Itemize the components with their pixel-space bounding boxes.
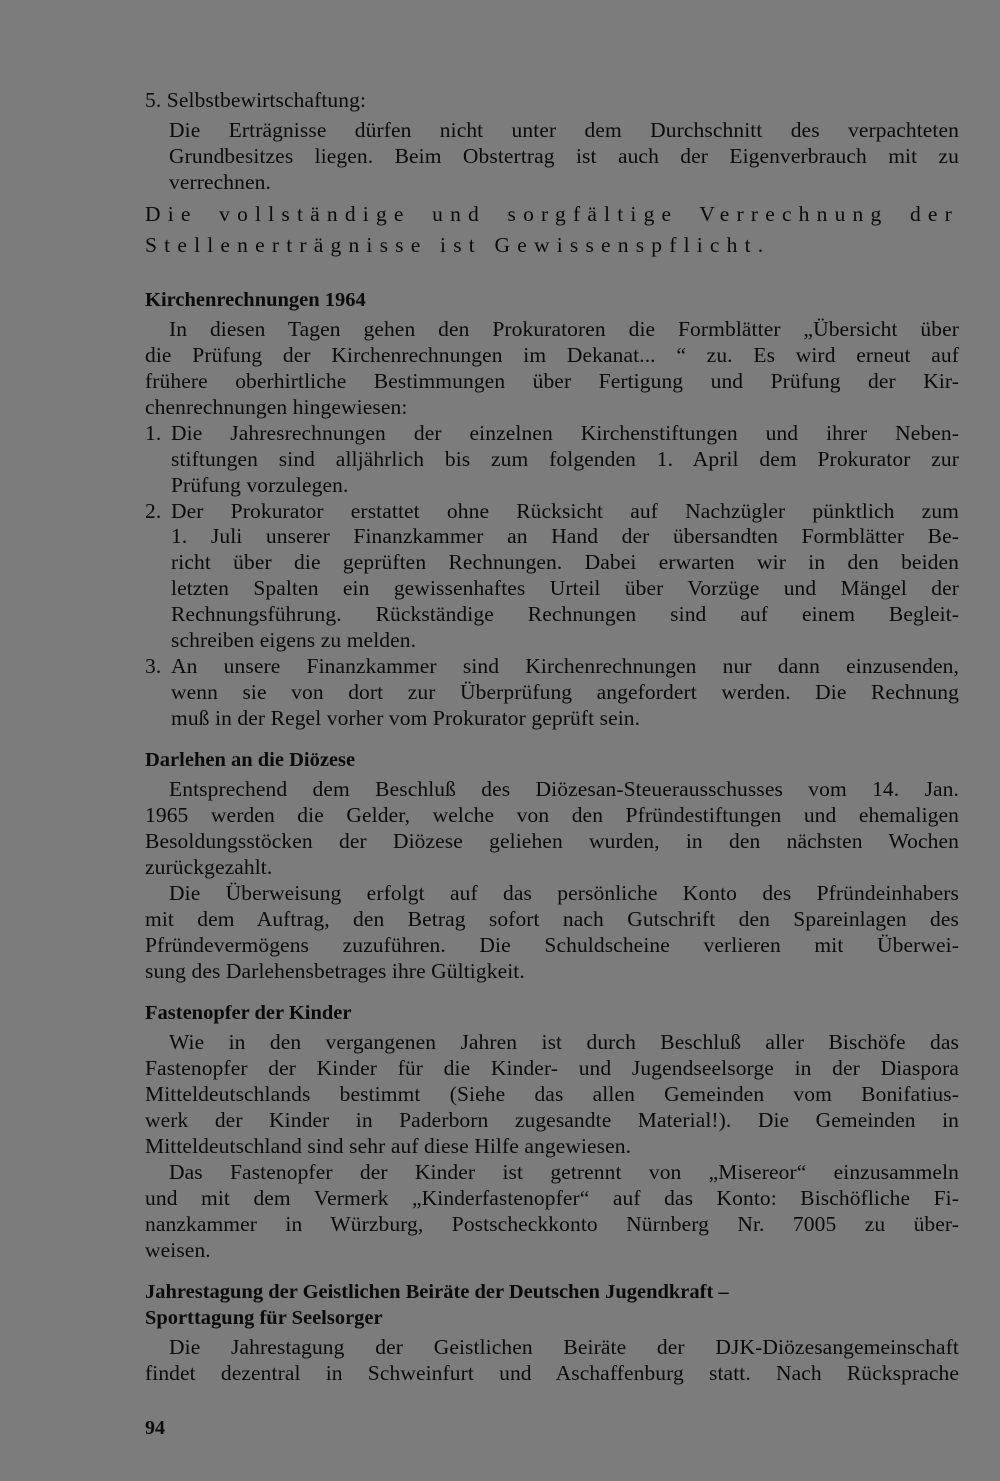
emphasis-line: Die vollständige und sorgfältige Verrechnung der: [145, 202, 959, 226]
section-heading: Sporttagung für Seelsorger: [145, 1307, 383, 1329]
list-item-line: Prüfung vorzulegen.: [171, 473, 349, 497]
page-number: 94: [145, 1417, 165, 1439]
text-line: Fastenopfer der Kinder für die Kinder- und Jugendseelsorge in der Diaspora: [145, 1056, 959, 1080]
list-item-line: Der Prokurator erstattet ohne Rücksicht auf Nachzügler pünktlich zum: [171, 499, 959, 523]
text-line: mit dem Auftrag, den Betrag sofort nach Gutschrift den Spareinlagen des: [145, 907, 959, 931]
text-line: 1965 werden die Gelder, welche von den Pfründestiftungen und ehemaligen: [145, 803, 959, 827]
text-line: findet dezentral in Schweinfurt und Aschaffenburg statt. Nach Rücksprache: [145, 1361, 959, 1385]
text-line: werk der Kinder in Paderborn zugesandte Material!). Die Gemeinden in: [145, 1108, 959, 1132]
text-line: Die Überweisung erfolgt auf das persönliche Konto des Pfründeinhabers: [169, 881, 959, 905]
text-line: Wie in den vergangenen Jahren ist durch Beschluß aller Bischöfe das: [169, 1030, 959, 1054]
text-line: Besoldungsstöcken der Diözese geliehen wurden, in den nächsten Wochen: [145, 829, 959, 853]
text-line: In diesen Tagen gehen den Prokuratoren die Formblätter „Übersicht über: [169, 317, 959, 341]
list-number: 1.: [145, 421, 162, 445]
section-heading: Fastenopfer der Kinder: [145, 1002, 352, 1024]
text-line: frühere oberhirtliche Bestimmungen über Fertigung und Prüfung der Kir-: [145, 369, 959, 393]
text-line: chenrechnungen hingewiesen:: [145, 395, 408, 419]
text-line: nanzkammer in Würzburg, Postscheckkonto Nürnberg Nr. 7005 zu über-: [145, 1212, 959, 1236]
list-item-line: letzten Spalten ein gewissenhaftes Urteil über Vorzüge und Mängel der: [171, 576, 959, 600]
text-line: Das Fastenopfer der Kinder ist getrennt von „Misereor“ einzusammeln: [169, 1160, 959, 1184]
text-line: Die Jahrestagung der Geistlichen Beiräte der DJK-Diözesangemeinschaft: [169, 1335, 959, 1359]
list-item-line: schreiben eigens zu melden.: [171, 628, 417, 652]
list-item-line: 1. Juli unserer Finanzkammer an Hand der übersandten Formblätter Be-: [171, 524, 959, 548]
list-item-line: muß in der Regel vorher vom Prokurator geprüft sein.: [171, 706, 641, 730]
list-number: 2.: [145, 499, 162, 523]
text-line: weisen.: [145, 1238, 211, 1262]
text-line: Die Erträgnisse dürfen nicht unter dem Durchschnitt des verpachteten: [169, 118, 959, 142]
section-heading: Darlehen an die Diözese: [145, 749, 356, 771]
list-item-line: Rechnungsführung. Rückständige Rechnungen sind auf einem Begleit-: [171, 602, 959, 626]
text-line: die Prüfung der Kirchenrechnungen im Dekanat... “ zu. Es wird erneut auf: [145, 343, 959, 367]
section-5-title: 5. Selbstbewirtschaftung:: [145, 88, 367, 112]
list-number: 3.: [145, 654, 162, 678]
text-line: Entsprechend dem Beschluß des Diözesan-Steuerausschusses vom 14. Jan.: [169, 777, 959, 801]
text-line: Grundbesitzes liegen. Beim Obstertrag ist auch der Eigenverbrauch mit zu: [169, 144, 959, 168]
text-line: zurückgezahlt.: [145, 855, 273, 879]
list-item-line: stiftungen sind alljährlich bis zum folgenden 1. April dem Prokurator zur: [171, 447, 959, 471]
text-line: sung des Darlehensbetrages ihre Gültigkeit.: [145, 959, 525, 983]
section-heading: Jahrestagung der Geistlichen Beiräte der Deutschen Jugendkraft –: [145, 1281, 729, 1303]
text-line: Pfründevermögens zuzuführen. Die Schuldscheine verlieren mit Überwei-: [145, 933, 959, 957]
emphasis-line: Stellenerträgnisse ist Gewissenspflicht.: [145, 233, 771, 257]
section-heading: Kirchenrechnungen 1964: [145, 289, 366, 311]
list-item-line: An unsere Finanzkammer sind Kirchenrechnungen nur dann einzusenden,: [171, 654, 959, 678]
list-item-line: Die Jahresrechnungen der einzelnen Kirchenstiftungen und ihrer Neben-: [171, 421, 959, 445]
text-line: Mitteldeutschlands bestimmt (Siehe das allen Gemeinden vom Bonifatius-: [145, 1082, 959, 1106]
text-line: Mitteldeutschland sind sehr auf diese Hilfe angewiesen.: [145, 1134, 632, 1158]
list-item-line: richt über die geprüften Rechnungen. Dabei erwarten wir in den beiden: [171, 550, 959, 574]
list-item-line: wenn sie von dort zur Überprüfung angefordert werden. Die Rechnung: [171, 680, 959, 704]
text-line: und mit dem Vermerk „Kinderfastenopfer“ auf das Konto: Bischöfliche Fi-: [145, 1186, 959, 1210]
text-line: verrechnen.: [169, 170, 271, 194]
